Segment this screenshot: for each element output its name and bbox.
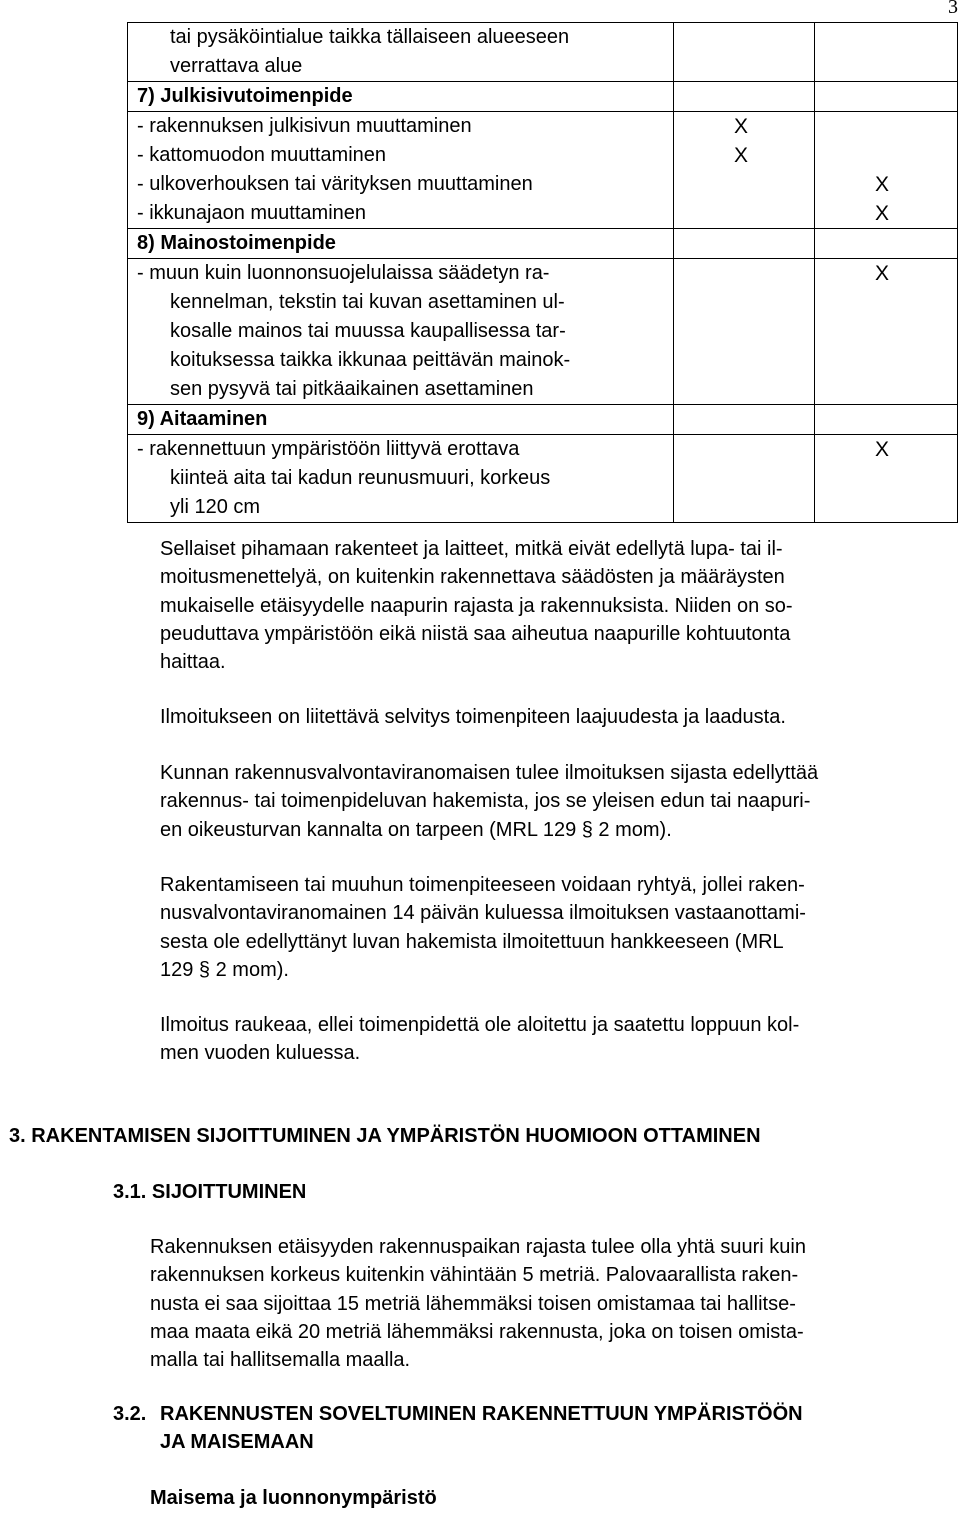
table-cell-mark <box>815 82 958 112</box>
table-row <box>128 435 958 523</box>
table-row <box>128 229 958 259</box>
table-cell-mark <box>815 229 958 259</box>
paragraph-line: sesta ole edellyttänyt luvan hakemista ilmoitettuun hankkeeseen (MRL <box>160 930 784 953</box>
paragraph-line: peuduttava ympäristöön eikä niistä saa aiheutua naapurille kohtuutonta <box>160 622 791 645</box>
paragraph-attachment <box>160 703 960 731</box>
subsection-number: 3.2. <box>113 1403 147 1425</box>
section-heading: 3. RAKENTAMISEN SIJOITTUMINEN JA YMPÄRISTÖN HUOMIOON OTTAMINEN <box>9 1125 761 1147</box>
paragraph-line: maa maata eikä 20 metriä lähemmäksi rakennusta, joka on toisen omista- <box>150 1320 804 1343</box>
table-cell-mark <box>815 405 958 435</box>
paragraph-line: en oikeusturvan kannalta on tarpeen (MRL 129 § 2 mom). <box>160 818 672 841</box>
paragraph-expiry <box>160 1011 960 1068</box>
paragraph-line: men vuoden kuluessa. <box>160 1042 361 1065</box>
paragraph-line: Sellaiset pihamaan rakenteet ja laitteet, mitkä eivät edellytä lupa- tai il- <box>160 538 783 560</box>
table-cell-text <box>128 229 674 259</box>
table-cell-text <box>128 435 674 523</box>
subsection-heading: 3.1. SIJOITTUMINEN <box>113 1181 307 1203</box>
table-line: sen pysyvä tai pitkäaikainen asettaminen <box>170 378 534 400</box>
table-cell-mark <box>674 23 815 82</box>
paragraph-line: Ilmoitus raukeaa, ellei toimenpidettä ole aloitettu ja saatettu loppuun kol- <box>160 1014 800 1036</box>
table-line: tai pysäköintialue taikka tällaiseen alueeseen <box>170 26 570 48</box>
paragraph-line: rakennuksen korkeus kuitenkin vähintään 5 metriä. Palovaarallista raken- <box>150 1264 799 1287</box>
paragraph-line: rakennus- tai toimenpideluvan hakemista, jos se yleisen edun tai naapuri- <box>160 790 811 813</box>
table-heading: 9) Aitaaminen <box>137 408 268 430</box>
table-row <box>128 405 958 435</box>
table-line: koituksessa taikka ikkunaa peittävän mainok- <box>170 349 571 371</box>
paragraph-line: moitusmenettelyä, on kuitenkin rakennettava säädösten ja määräysten <box>160 566 785 589</box>
table-cell-text <box>128 23 674 82</box>
table-cell-mark <box>674 112 815 229</box>
table-cell-text <box>128 82 674 112</box>
paragraph-line: Ilmoitukseen on liitettävä selvitys toimenpiteen laajuudesta ja laadusta. <box>160 706 786 728</box>
table-row <box>128 23 958 82</box>
table-row <box>128 112 958 229</box>
table-mark <box>815 112 957 141</box>
table-mark: X <box>875 262 890 285</box>
table-mark: X <box>875 438 890 461</box>
table-line: kennelman, tekstin tai kuvan asettaminen ul- <box>170 291 565 313</box>
subsection-heading: RAKENNUSTEN SOVELTUMINEN RAKENNETTUUN YMPÄRISTÖÖN <box>160 1403 803 1425</box>
paragraph-line: Rakentamiseen tai muuhun toimenpiteeseen voidaan ryhtyä, jollei raken- <box>160 874 805 896</box>
paragraph-permit-requirement <box>160 759 960 844</box>
table-line: - rakennuksen julkisivun muuttaminen <box>137 115 472 137</box>
table-cell-mark <box>674 82 815 112</box>
table-line: kosalle mainos tai muussa kaupallisessa tar- <box>170 320 566 342</box>
table-cell-mark <box>815 112 958 229</box>
table-cell-text <box>128 259 674 405</box>
paragraph-line: haittaa. <box>160 651 226 674</box>
table-cell-mark <box>674 229 815 259</box>
table-mark: X <box>875 202 890 225</box>
table-line: - rakennettuun ympäristöön liittyvä erottava <box>137 438 520 460</box>
table-cell-mark <box>815 23 958 82</box>
table-line: verrattava alue <box>170 55 303 77</box>
table-line: - muun kuin luonnonsuojelulaissa säädetyn ra- <box>137 262 550 284</box>
paragraph-line: nusvalvontaviranomainen 14 päivän kuluessa ilmoituksen vastaanottami- <box>160 902 806 925</box>
table-cell-mark <box>674 405 815 435</box>
page-number: 3 <box>948 0 958 18</box>
table-cell-mark <box>674 435 815 523</box>
table-mark: X <box>734 115 749 138</box>
table-cell-text <box>128 112 674 229</box>
paragraph-line: malla tai hallitsemalla maalla. <box>150 1349 411 1372</box>
table-line: - kattomuodon muuttaminen <box>137 144 387 166</box>
paragraph-line: Kunnan rakennusvalvontaviranomaisen tulee ilmoituksen sijasta edellyttää <box>160 762 819 784</box>
table-mark: X <box>734 144 749 167</box>
table-line: - ulkoverhouksen tai värityksen muuttaminen <box>137 173 533 195</box>
table-row <box>128 259 958 405</box>
table-row <box>128 82 958 112</box>
subsection-heading: JA MAISEMAAN <box>160 1431 314 1453</box>
table-mark <box>815 141 957 170</box>
table-heading: 8) Mainostoimenpide <box>137 232 336 254</box>
table-heading: 7) Julkisivutoimenpide <box>137 85 353 107</box>
table-cell-mark <box>674 259 815 405</box>
table-cell-mark <box>815 435 958 523</box>
table-mark: X <box>875 173 890 196</box>
table-line: - ikkunajaon muuttaminen <box>137 202 367 224</box>
regulation-table <box>127 22 958 523</box>
table-cell-mark <box>815 259 958 405</box>
table-line: yli 120 cm <box>170 496 261 518</box>
paragraph-placement <box>150 1233 960 1374</box>
paragraph-line: 129 § 2 mom). <box>160 958 289 981</box>
paragraph-line: nusta ei saa sijoittaa 15 metriä lähemmäksi toisen omistamaa tai hallitse- <box>150 1292 796 1315</box>
paragraph-start-work <box>160 871 960 984</box>
table-cell-text <box>128 405 674 435</box>
subheading-landscape: Maisema ja luonnonympäristö <box>150 1487 437 1509</box>
paragraph-yard-structures <box>160 535 960 676</box>
table-line: kiinteä aita tai kadun reunusmuuri, korkeus <box>170 467 551 489</box>
paragraph-line: mukaiselle etäisyydelle naapurin rajasta ja rakennuksista. Niiden on so- <box>160 594 793 617</box>
paragraph-line: Rakennuksen etäisyyden rakennuspaikan rajasta tulee olla yhtä suuri kuin <box>150 1236 806 1258</box>
